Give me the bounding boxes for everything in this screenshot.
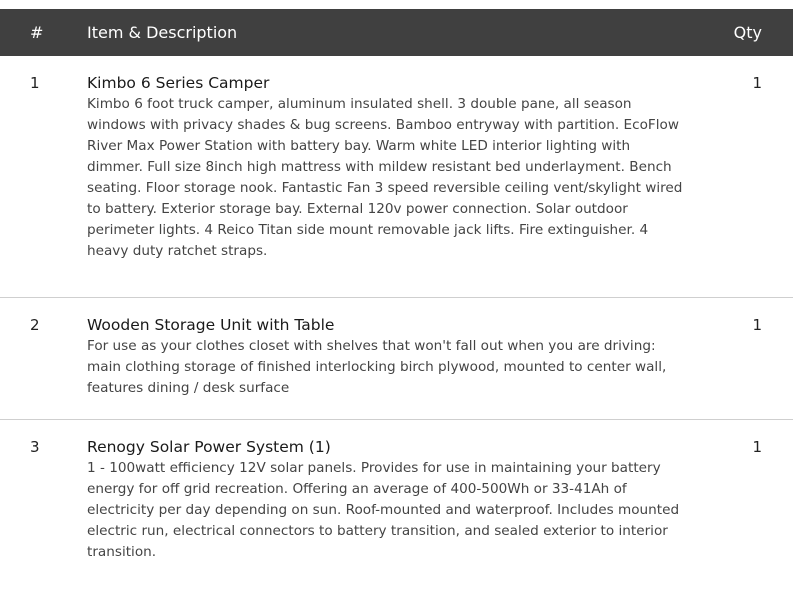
- row-number: 3: [30, 438, 40, 456]
- row-qty: 1: [752, 316, 762, 334]
- header-number: #: [30, 23, 44, 42]
- header-qty: Qty: [733, 23, 762, 42]
- table-header: [0, 9, 793, 56]
- row-body: [87, 420, 687, 563]
- table-row: [0, 56, 793, 298]
- item-title: Wooden Storage Unit with Table: [87, 316, 335, 334]
- row-body: [87, 298, 687, 399]
- item-description: 1 - 100watt efficiency 12V solar panels. Provides for use in maintaining your battery energy for off grid recreation. Offering an average of 400-500Wh or 33-41Ah of electricity per day depending on sun. Roof-mounted and waterproof. Includes mounted electric run, electrical connectors to battery transition, and sealed exterior to interior transition.: [87, 460, 680, 560]
- table-row: [0, 420, 793, 580]
- header-item-description: Item & Description: [87, 23, 238, 42]
- row-body: [87, 56, 687, 262]
- table-row: [0, 298, 793, 420]
- item-description: For use as your clothes closet with shelves that won't fall out when you are driving: main clothing storage of finished interlocking birch plywood, mounted to center wall, features dining / desk surface: [87, 338, 667, 396]
- items-table: [0, 9, 793, 580]
- row-number: 1: [30, 74, 40, 92]
- item-title: Renogy Solar Power System (1): [87, 438, 331, 456]
- row-qty: 1: [752, 74, 762, 92]
- item-title: Kimbo 6 Series Camper: [87, 74, 270, 92]
- row-number: 2: [30, 316, 40, 334]
- row-qty: 1: [752, 438, 762, 456]
- item-description: Kimbo 6 foot truck camper, aluminum insulated shell. 3 double pane, all season windows with privacy shades & bug screens. Bamboo entryway with partition. EcoFlow River Max Power Station with battery bay. Warm white LED interior lighting with dimmer. Full size 8inch high mattress with mildew resistant bed underlayment. Bench seating. Floor storage nook. Fantastic Fan 3 speed reversible ceiling vent/skylight wired to battery. Exterior storage bay. External 120v power connection. Solar outdoor perimeter lights. 4 Reico Titan side mount removable jack lifts. Fire extinguisher. 4 heavy duty ratchet straps.: [87, 96, 683, 259]
